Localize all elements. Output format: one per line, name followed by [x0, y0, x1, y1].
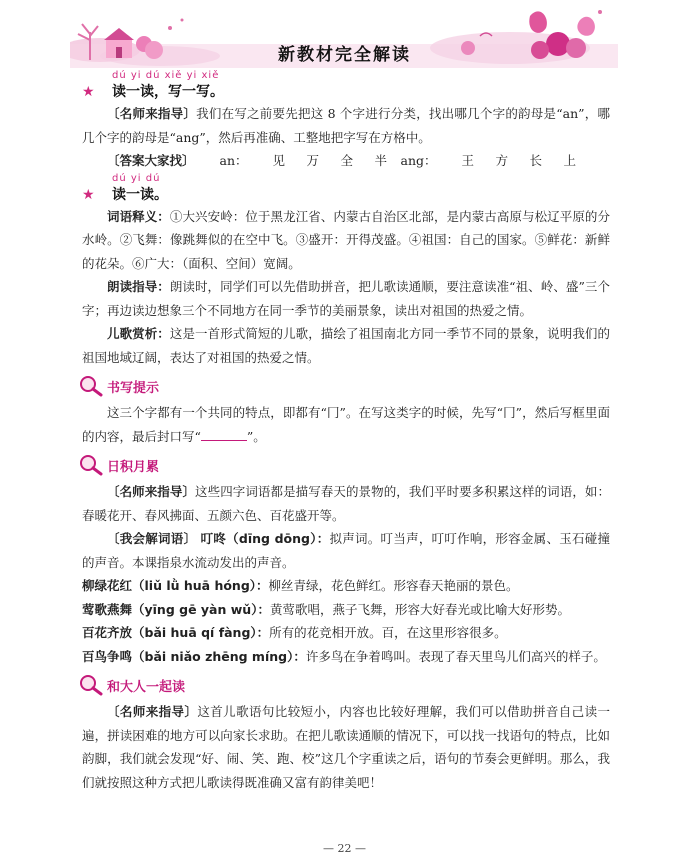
writing-tip-after: ”。	[246, 428, 266, 444]
section-header-writing-tip	[78, 373, 610, 399]
exercise-heading-text: 读一读，写一写。	[112, 84, 224, 100]
section-title: 日积月累	[107, 459, 160, 475]
song-appreciation	[82, 322, 610, 369]
vocab-label: 词语释义：	[107, 208, 170, 224]
explain-word: 叮咚（dīng dōng）：	[200, 531, 330, 546]
idiom-word: 百花齐放（bǎi huā qí fàng）：	[82, 625, 270, 640]
exercise-heading	[82, 82, 610, 102]
teacher-guide	[82, 480, 610, 527]
section-header-accumulate	[78, 452, 610, 478]
answer-prefix-an: an：	[219, 153, 248, 168]
teacher-guide	[82, 700, 610, 794]
answer-char: 方	[495, 153, 509, 168]
answer-line	[82, 149, 610, 173]
magnifier-icon	[78, 674, 104, 696]
explain-label: 〔我会解词语〕	[107, 531, 197, 546]
magnifier-icon	[78, 454, 104, 476]
idiom-item	[82, 621, 610, 645]
idiom-word: 莺歌燕舞（yīng gē yàn wǔ）：	[82, 601, 270, 617]
answer-char: 见	[272, 153, 286, 168]
answer-label: 〔答案大家找〕	[107, 153, 195, 168]
idiom-definition: 许多鸟在争着鸣叫。表现了春天里鸟儿们高兴的样子。	[305, 648, 606, 664]
idiom-word: 百鸟争鸣（bǎi niǎo zhēng míng）：	[82, 648, 306, 664]
section-title: 和大人一起读	[107, 679, 186, 695]
star-icon: ★	[82, 84, 95, 100]
idiom-word: 柳绿花红（liǔ lǜ huā hóng）：	[82, 578, 269, 593]
explain-text: 拟声词。叮当声，叮叮作响，形容金属、玉石碰撞的声音。本课指泉水流动发出的声音。	[82, 531, 610, 570]
answer-char: 半	[374, 153, 388, 168]
vocab-text: ①大兴安岭：位于黑龙江省、内蒙古自治区北部，是内蒙古高原与松辽平原的分水岭。②飞舞：像跳舞似的在空中飞。③盛开：开得茂盛。④祖国：自己的国家。⑤鲜花：新鲜的花朵。⑥广大：（面积、空间）宽阔。	[82, 208, 610, 271]
star-icon: ★	[82, 186, 95, 203]
answer-char: 万	[306, 153, 320, 168]
appreciation-text: 这是一首形式简短的儿歌，描绘了祖国南北方同一季节不同的景象，说明我们的祖国地域辽阔，表达了对祖国的热爱之情。	[82, 326, 610, 365]
writing-tip-text	[82, 401, 610, 448]
answer-char: 全	[340, 153, 354, 168]
section-title: 书写提示	[107, 380, 160, 396]
answer-char: 上	[563, 153, 577, 168]
answer-char: 长	[529, 153, 543, 168]
idiom-definition: 黄莺歌唱，燕子飞舞，形容大好春光或比喻大好形势。	[269, 601, 570, 617]
guide-label: 〔名师来指导〕	[107, 106, 197, 121]
idiom-item	[82, 598, 610, 622]
vocab-explanation	[82, 205, 610, 276]
fill-blank	[201, 428, 247, 441]
magnifier-icon	[78, 375, 104, 397]
guide-text: 我们在写之前要先把这 8 个字进行分类，找出哪几个字的韵母是“an”，哪几个字的韵母是“ang”，然后再准确、工整地把字写在方格中。	[82, 106, 610, 145]
header-title: 新教材完全解读	[278, 45, 411, 65]
word-explanation	[82, 527, 610, 574]
reading-label: 朗读指导：	[107, 279, 170, 294]
appreciation-label: 儿歌赏析：	[107, 326, 170, 341]
reading-guide	[82, 275, 610, 322]
idiom-definition: 柳丝青绿，花色鲜红。形容春天艳丽的景色。	[268, 578, 519, 593]
answer-char: 王	[461, 153, 475, 168]
idiom-definition: 所有的花竞相开放。百，在这里形容很多。	[269, 625, 507, 640]
reading-text: 朗读时，同学们可以先借助拼音，把儿歌读通顺，要注意读准“祖、岭、盛”三个字；再边读边想象三个不同地方在同一季节的美丽景象，读出对祖国的热爱之情。	[82, 279, 610, 318]
idiom-item	[82, 574, 610, 598]
page-header	[0, 0, 689, 70]
teacher-guide	[82, 102, 610, 149]
guide-text: 这首儿歌语句比较短小，内容也比较好理解，我们可以借助拼音自己读一遍，拼读困难的地方可以向家长求助。在把儿歌读通顺的情况下，可以找一找语句的特点，比如韵脚，我们就会发现“好、闹、笑、跑、校”这几个字重读之后，语句的节奏会更鲜明。那么，我们就按照这种方式把儿歌读得既准确又富有韵律美吧！	[82, 704, 610, 790]
page-content	[82, 70, 610, 794]
guide-label: 〔名师来指导〕	[107, 484, 196, 499]
heading-pinyin: dú yi dú xiě yi xiě	[112, 70, 220, 81]
heading-pinyin: dú yi dú	[112, 172, 161, 184]
page-number: — 22 —	[323, 842, 366, 855]
exercise-heading	[82, 185, 610, 205]
guide-label: 〔名师来指导〕	[107, 704, 198, 719]
answer-prefix-ang: ang：	[400, 153, 437, 168]
guide-text: 这些四字词语都是描写春天的景物的，我们平时要多积累这样的词语，如：春暖花开、春风拂面、五颜六色、百花盛开等。	[82, 484, 610, 523]
writing-tip-before: 这三个字都有一个共同的特点，即都有“冂”。在写这类字的时候，先写“冂”，然后写框里面的内容，最后封口写“	[82, 405, 610, 444]
section-header-with-adults	[78, 672, 610, 698]
idiom-item	[82, 645, 610, 669]
exercise-heading-text: 读一读。	[112, 186, 168, 203]
